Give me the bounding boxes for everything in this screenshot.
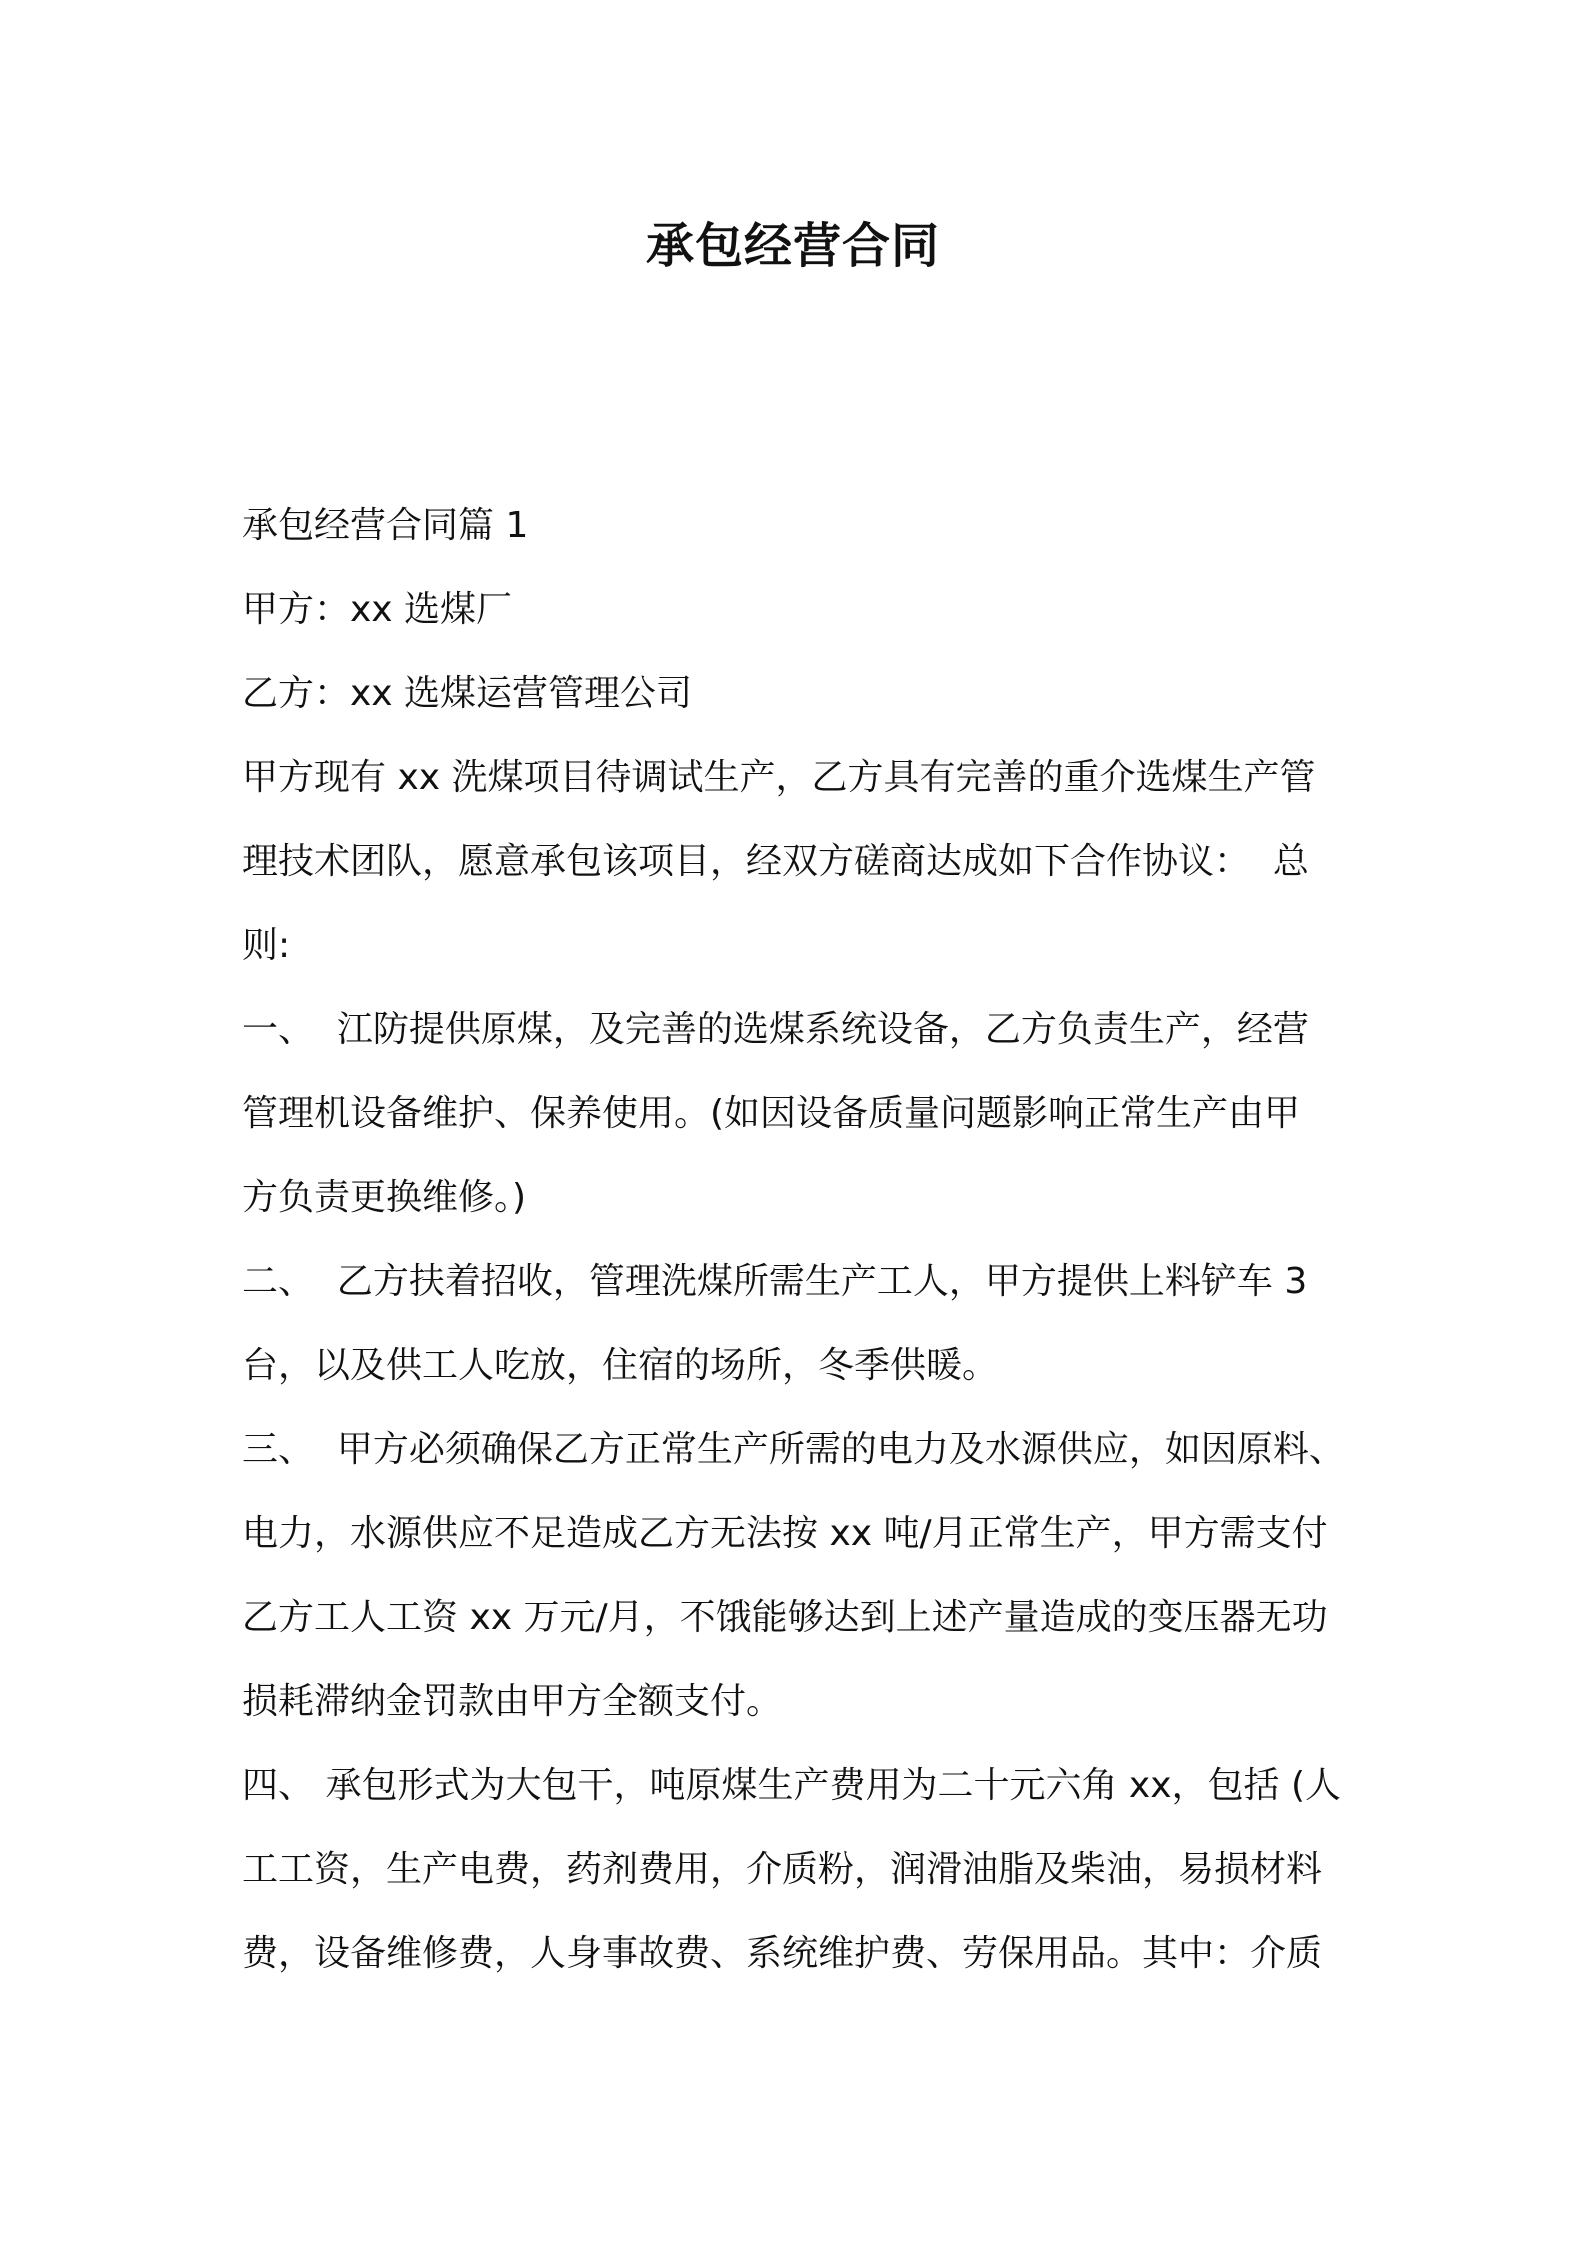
party-b-line: 乙方：xx 选煤运营管理公司: [242, 673, 693, 714]
party-a-line: 甲方：xx 选煤厂: [242, 589, 513, 630]
clause-4-line: 费，设备维修费，人身事故费、系统维护费、劳保用品。其中：介质: [242, 1933, 1323, 1974]
clause-2-line: 台，以及供工人吃放，住宿的场所，冬季供暖。: [242, 1345, 999, 1386]
clause-3-line: 三、 甲方必须确保乙方正常生产所需的电力及水源供应，如因原料、: [242, 1429, 1345, 1470]
clause-3-line: 损耗滞纳金罚款由甲方全额支付。: [242, 1681, 783, 1722]
clause-3-line: 电力，水源供应不足造成乙方无法按 xx 吨/月正常生产，甲方需支付: [242, 1513, 1328, 1554]
section-heading: 承包经营合同篇 1: [242, 505, 529, 546]
document-title: 承包经营合同: [645, 218, 940, 274]
document-body: [242, 484, 1362, 1996]
clause-4-line: 工工资，生产电费，药剂费用，介质粉，润滑油脂及柴油，易损材料: [242, 1849, 1323, 1890]
paragraph-line: 甲方现有 xx 洗煤项目待调试生产，乙方具有完善的重介选煤生产管: [242, 757, 1316, 798]
clause-1-line: 一、 江防提供原煤，及完善的选煤系统设备，乙方负责生产，经营: [242, 1009, 1309, 1050]
clause-4-line: 四、 承包形式为大包干，吨原煤生产费用为二十元六角 xx，包括 (人: [242, 1765, 1341, 1806]
clause-2-line: 二、 乙方扶着招收，管理洗煤所需生产工人，甲方提供上料铲车 3: [242, 1261, 1308, 1302]
clause-1-line: 管理机设备维护、保养使用。(如因设备质量问题影响正常生产由甲: [242, 1093, 1301, 1134]
clause-1-line: 方负责更换维修。): [242, 1177, 527, 1218]
paragraph-line: 理技术团队，愿意承包该项目，经双方磋商达成如下合作协议： 总: [242, 841, 1309, 882]
clause-3-line: 乙方工人工资 xx 万元/月，不饿能够达到上述产量造成的变压器无功: [242, 1597, 1328, 1638]
paragraph-line: 则:: [242, 925, 291, 966]
